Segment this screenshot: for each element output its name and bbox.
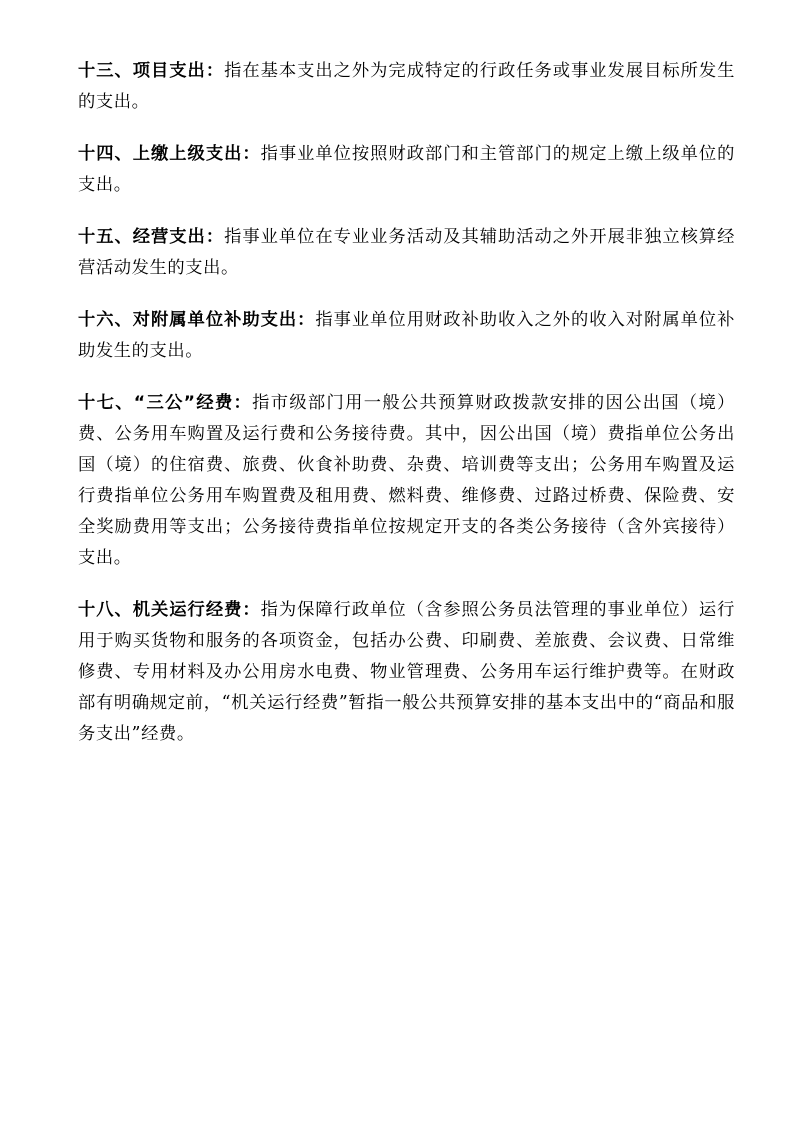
definition-paragraph-14 (78, 139, 735, 201)
term-definition: 指为保障行政单位（含参照公务员法管理的事业单位）运行用于购买货物和服务的各项资金，包括办公费、印刷费、差旅费、会议费、日常维修费、专用材料及办公用房水电费、物业管理费、公务用车运行维护费等。在财政部有明确规定前，“机关运行经费”暂指一般公共预算安排的基本支出中的“商品和服务支出”经费。 (78, 600, 735, 744)
term-heading: 十八、机关运行经费： (78, 600, 261, 620)
definition-paragraph-18 (78, 595, 735, 750)
term-definition: 指在基本支出之外为完成特定的行政任务或事业发展目标所发生的支出。 (78, 61, 735, 112)
definition-paragraph-15 (78, 222, 735, 284)
term-definition: 指市级部门用一般公共预算财政拨款安排的因公出国（境）费、公务用车购置及运行费和公务接待费。其中，因公出国（境）费指单位公务出国（境）的住宿费、旅费、伙食补助费、杂费、培训费等支出；公务用车购置及运行费指单位公务用车购置费及租用费、燃料费、维修费、过路过桥费、保险费、安全奖励费用等支出；公务接待费指单位按规定开支的各类公务接待（含外宾接待）支出。 (78, 393, 735, 568)
term-heading: 十四、上缴上级支出： (78, 144, 261, 164)
term-heading: 十三、项目支出： (78, 61, 225, 81)
term-definition: 指事业单位按照财政部门和主管部门的规定上缴上级单位的支出。 (78, 144, 735, 195)
definition-paragraph-17 (78, 388, 735, 574)
term-heading: 十五、经营支出： (78, 227, 225, 247)
term-definition: 指事业单位用财政补助收入之外的收入对附属单位补助发生的支出。 (78, 310, 735, 361)
definition-paragraph-13 (78, 56, 735, 118)
term-heading: 十六、对附属单位补助支出： (78, 310, 316, 330)
term-definition: 指事业单位在专业业务活动及其辅助活动之外开展非独立核算经营活动发生的支出。 (78, 227, 735, 278)
term-heading: 十七、“三公”经费： (78, 393, 253, 413)
definition-paragraph-16 (78, 305, 735, 367)
document-page (78, 56, 735, 771)
